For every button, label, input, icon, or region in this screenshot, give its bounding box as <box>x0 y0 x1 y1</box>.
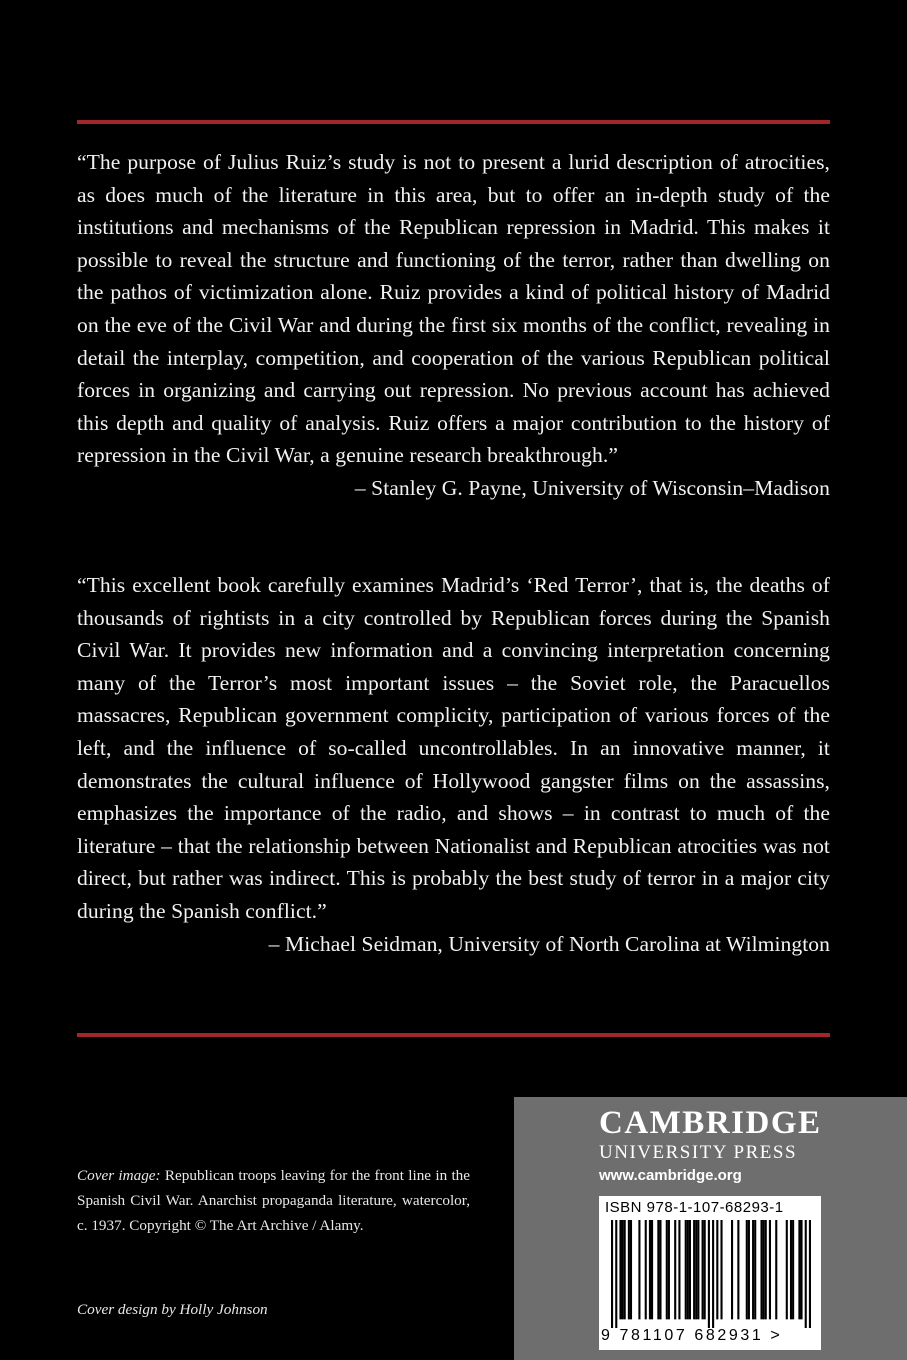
barcode-bars <box>611 1220 811 1328</box>
top-divider-rule <box>77 120 830 124</box>
isbn-label: ISBN 978-1-107-68293-1 <box>605 1199 784 1216</box>
barcode-bar <box>708 1220 710 1328</box>
barcode-bar <box>752 1220 754 1319</box>
barcode-bar <box>666 1220 668 1319</box>
barcode-bar <box>720 1220 722 1319</box>
barcode-bar <box>712 1220 714 1328</box>
barcode-bar <box>668 1220 670 1319</box>
blurb-quote-1-text: “The purpose of Julius Ruiz’s study is not to present a lurid description of atrocities, as does much of the literature in this area, but to offer an in-depth study of the institutions and mechanisms of the Republican repression in Madrid. This makes it possible to reveal the structure and functioning of the terror, rather than dwelling on the pathos of victimization alone. Ruiz provides a kind of political history of Madrid on the eve of the Civil War and during the first six months of the conflict, revealing in detail the interplay, competition, and cooperation of the various Republican political forces in organizing and carrying out repression. No previous account has achieved this depth and quality of analysis. Ruiz offers a major contribution to the history of repression in the Civil War, a genuine research breakthrough.” <box>77 150 830 468</box>
barcode-bar <box>651 1220 653 1319</box>
barcode-bar <box>638 1220 640 1319</box>
publisher-url: www.cambridge.org <box>599 1167 742 1184</box>
barcode-bar <box>615 1220 617 1328</box>
barcode-bar <box>687 1220 689 1319</box>
cover-image-credit <box>77 1163 470 1238</box>
barcode-bar <box>704 1220 706 1319</box>
barcode-bar <box>674 1220 676 1319</box>
blurb-quote-1 <box>77 146 830 505</box>
barcode-bar <box>697 1220 699 1319</box>
barcode-bar <box>763 1220 765 1319</box>
barcode-bar <box>786 1220 788 1319</box>
barcode-bar <box>765 1220 767 1319</box>
bottom-divider-rule <box>77 1033 830 1037</box>
barcode-bar <box>792 1220 794 1319</box>
blurb-quote-1-attribution: – Stanley G. Payne, University of Wisconsin–Madison <box>354 475 830 500</box>
publisher-subname: UNIVERSITY PRESS <box>599 1142 798 1163</box>
cover-image-label: Cover image: <box>77 1167 161 1184</box>
barcode-bar <box>659 1220 661 1319</box>
barcode-bar <box>746 1220 748 1319</box>
cover-design-text: Cover design by Holly Johnson <box>77 1301 268 1318</box>
barcode-bar <box>737 1220 739 1319</box>
blurb-quote-2-attribution: – Michael Seidman, University of North Carolina at Wilmington <box>268 931 830 956</box>
barcode-bar <box>685 1220 687 1319</box>
cover-image-text: Republican troops leaving for the front line in the Spanish Civil War. Anarchist propaganda literature, watercolor, c. 1937. Copyright © The Art Archive / Alamy. <box>77 1167 471 1234</box>
barcode-bar <box>760 1220 762 1319</box>
barcode-bar <box>790 1220 792 1319</box>
barcode-bar <box>649 1220 651 1319</box>
barcode-bar <box>731 1220 733 1319</box>
cover-design-credit <box>77 1297 470 1322</box>
barcode-bar <box>716 1220 718 1319</box>
barcode-bar <box>611 1220 613 1328</box>
blurb-quote-2-text: “This excellent book carefully examines Madrid’s ‘Red Terror’, that is, the deaths of thousands of rightists in a city controlled by Republican forces during the Spanish Civil War. It provides new information and a convincing interpretation concerning many of the Terror’s most important issues – the Soviet role, the Paracuellos massacres, Republican government complicity, participation of various forces of the left, and the influence of so-called uncontrollables. In an innovative manner, it demonstrates the cultural influence of Hollywood gangster films on the assassins, emphasizes the importance of the radio, and shows – in contrast to much of the literature – that the relationship between Nationalist and Republican atrocities was not direct, but rather was indirect. This is probably the best study of terror in a major city during the Spanish conflict.” <box>77 573 830 923</box>
barcode-bar <box>754 1220 756 1319</box>
barcode-bar <box>619 1220 621 1319</box>
barcode-bar <box>693 1220 695 1319</box>
barcode-bar <box>775 1220 777 1319</box>
barcode-bar <box>748 1220 750 1319</box>
publisher-panel <box>514 1097 907 1360</box>
ean-digits: 9 781107 682931 > <box>601 1327 783 1344</box>
barcode-bar <box>805 1220 807 1328</box>
barcode-bar <box>689 1220 691 1319</box>
barcode-bar <box>702 1220 704 1319</box>
publisher-name: CAMBRIDGE <box>599 1105 822 1141</box>
barcode-box <box>599 1196 821 1350</box>
barcode-bar <box>628 1220 630 1319</box>
barcode-bar <box>624 1220 626 1319</box>
barcode-bar <box>800 1220 802 1319</box>
barcode-bar <box>809 1220 811 1328</box>
barcode-bar <box>645 1220 647 1319</box>
barcode-bar <box>622 1220 624 1319</box>
barcode-bar <box>630 1220 632 1319</box>
barcode-bar <box>798 1220 800 1319</box>
blurb-quote-2 <box>77 569 830 960</box>
barcode-bar <box>769 1220 771 1319</box>
barcode-bar <box>657 1220 659 1319</box>
barcode-bar <box>695 1220 697 1319</box>
barcode-bar <box>678 1220 680 1319</box>
